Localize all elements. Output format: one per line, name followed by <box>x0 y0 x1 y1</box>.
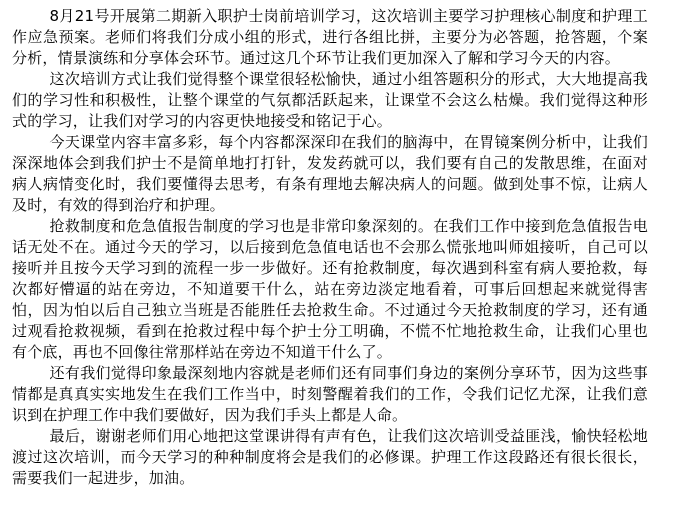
paragraph: 这次培训方式让我们觉得整个课堂很轻松愉快，通过小组答题积分的形式，大大地提高我们的学习性和积极性，让整个课堂的气氛都活跃起来，让课堂不会这么枯燥。我们觉得这种形式的学习，让我们对学习的内容更快地接受和铭记于心。 <box>12 70 648 130</box>
paragraph: 还有我们觉得印象最深刻地内容就是老师们还有同事们身边的案例分享环节，因为这些事情都是真真实实地发生在我们工作当中，时刻警醒着我们的工作，令我们记忆尤深，让我们意识到在护理工作中我们要做好，因为我们手头上都是人命。 <box>12 364 648 424</box>
document-body <box>12 6 648 489</box>
paragraph: 抢救制度和危急值报告制度的学习也是非常印象深刻的。在我们工作中接到危急值报告电话无处不在。通过今天的学习，以后接到危急值电话也不会那么慌张地叫师姐接听，自己可以接听并且按今天学习到的流程一步一步做好。还有抢救制度，每次遇到科室有病人要抢救，每次都好懵逼的站在旁边，不知道要干什么，站在旁边淡定地看着，可事后回想起来就觉得害怕，因为怕以后自己独立当班是否能胜任去抢救生命。不过通过今天抢救制度的学习，还有通过观看抢救视频，看到在抢救过程中每个护士分工明确，不慌不忙地抢救生命，让我们心里也有个底，再也不回像往常那样站在旁边不知道干什么了。 <box>12 217 648 361</box>
paragraph: 最后，谢谢老师们用心地把这堂课讲得有声有色，让我们这次培训受益匪浅，愉快轻松地渡过这次培训，而今天学习的种种制度将会是我们的必修课。护理工作这段路还有很长很长，需要我们一起进步，加油。 <box>12 427 648 487</box>
paragraph: 今天课堂内容丰富多彩，每个内容都深深印在我们的脑海中，在胃镜案例分析中，让我们深深地体会到我们护士不是简单地打打针，发发药就可以，我们要有自己的发散思维，在面对病人病情变化时，我们要懂得去思考，有条有理地去解决病人的问题。做到处事不惊，让病人及时，有效的得到治疗和护理。 <box>12 133 648 214</box>
paragraph: 8月21号开展第二期新入职护士岗前培训学习，这次培训主要学习护理核心制度和护理工作应急预案。老师们将我们分成小组的形式，进行各组比拼，主要分为必答题，抢答题，个案分析，情景演练和分享体会环节。通过这几个环节让我们更加深入了解和学习今天的内容。 <box>12 7 648 67</box>
